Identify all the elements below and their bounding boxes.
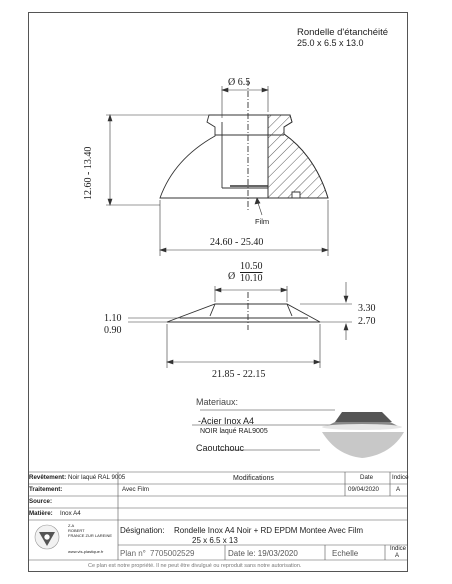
logo-line3: FRANCE ZUR LAREINE [68,533,113,538]
traitement-value: Avec Film [122,486,150,493]
matiere-label: Matière: [29,510,53,517]
plan-date: Date le: 19/03/2020 [228,549,298,558]
film-label: Film [255,217,270,226]
indice-bottom-label: Indice [390,546,407,552]
designation-line1: Rondelle Inox A4 Noir + RD EPDM Montee Avec Film [174,526,364,535]
plan-number: 7705002529 [150,549,195,558]
title-block [28,470,408,572]
height-label: 12.60 - 13.40 [83,146,94,200]
outer-diameter-label: 24.60 - 25.40 [210,237,264,248]
indice-header: Indice [392,474,409,481]
thickness-upper-label: 3.30 [358,303,376,314]
width-label: 21.85 - 22.15 [212,369,266,380]
website: www.vis-plastique.fr [68,549,104,554]
date-value: 09/04/2020 [348,486,379,493]
rev-label: Revêtement: [29,474,67,481]
footer-notice: Ce plan est notre propriété. Il ne peut être divulgué ou reproduit sans notre autorisation. [88,563,302,569]
date-header: Date [360,474,374,481]
logo-line2: ROBERT [68,528,85,533]
drawing-dimensions: 25.0 x 6.5 x 13.0 [297,38,364,48]
washer-illustration [322,412,404,458]
washer-section-view [160,77,328,210]
logo-line1: Z.A [68,523,75,528]
diameter-symbol: Ø [228,271,236,282]
traitement-label: Traitement: [29,486,63,493]
edge-upper-label: 1.10 [104,313,122,324]
source-label: Source: [29,498,53,505]
designation-line2: 25 x 6.5 x 13 [192,536,238,545]
plan-label: Plan n° [120,549,146,558]
inner-diameter-lower-label: 10.10 [240,273,263,284]
echelle-label: Echelle [332,549,359,558]
edge-lower-label: 0.90 [104,325,122,336]
designation-label: Désignation: [120,526,165,535]
material-steel: -Acier Inox A4 [198,416,255,426]
inner-diameter-upper-label: 10.50 [240,261,263,272]
material-rubber: Caoutchouc [196,443,245,453]
materials-heading: Materiaux: [196,397,239,407]
washer-profile-view [167,292,320,330]
matiere-value: Inox A4 [60,510,81,517]
indice-value: A [396,486,401,493]
rev-value: Noir laqué RAL 9005 [68,474,126,481]
bore-diameter-label: Ø 6.5 [228,77,251,88]
modifications-header: Modifications [233,475,274,482]
drawing-title: Rondelle d'étanchéité [297,27,389,38]
material-coating: NOIR laqué RAL9005 [200,428,268,435]
thickness-lower-label: 2.70 [358,316,376,327]
indice-bottom-value: A [395,553,400,559]
